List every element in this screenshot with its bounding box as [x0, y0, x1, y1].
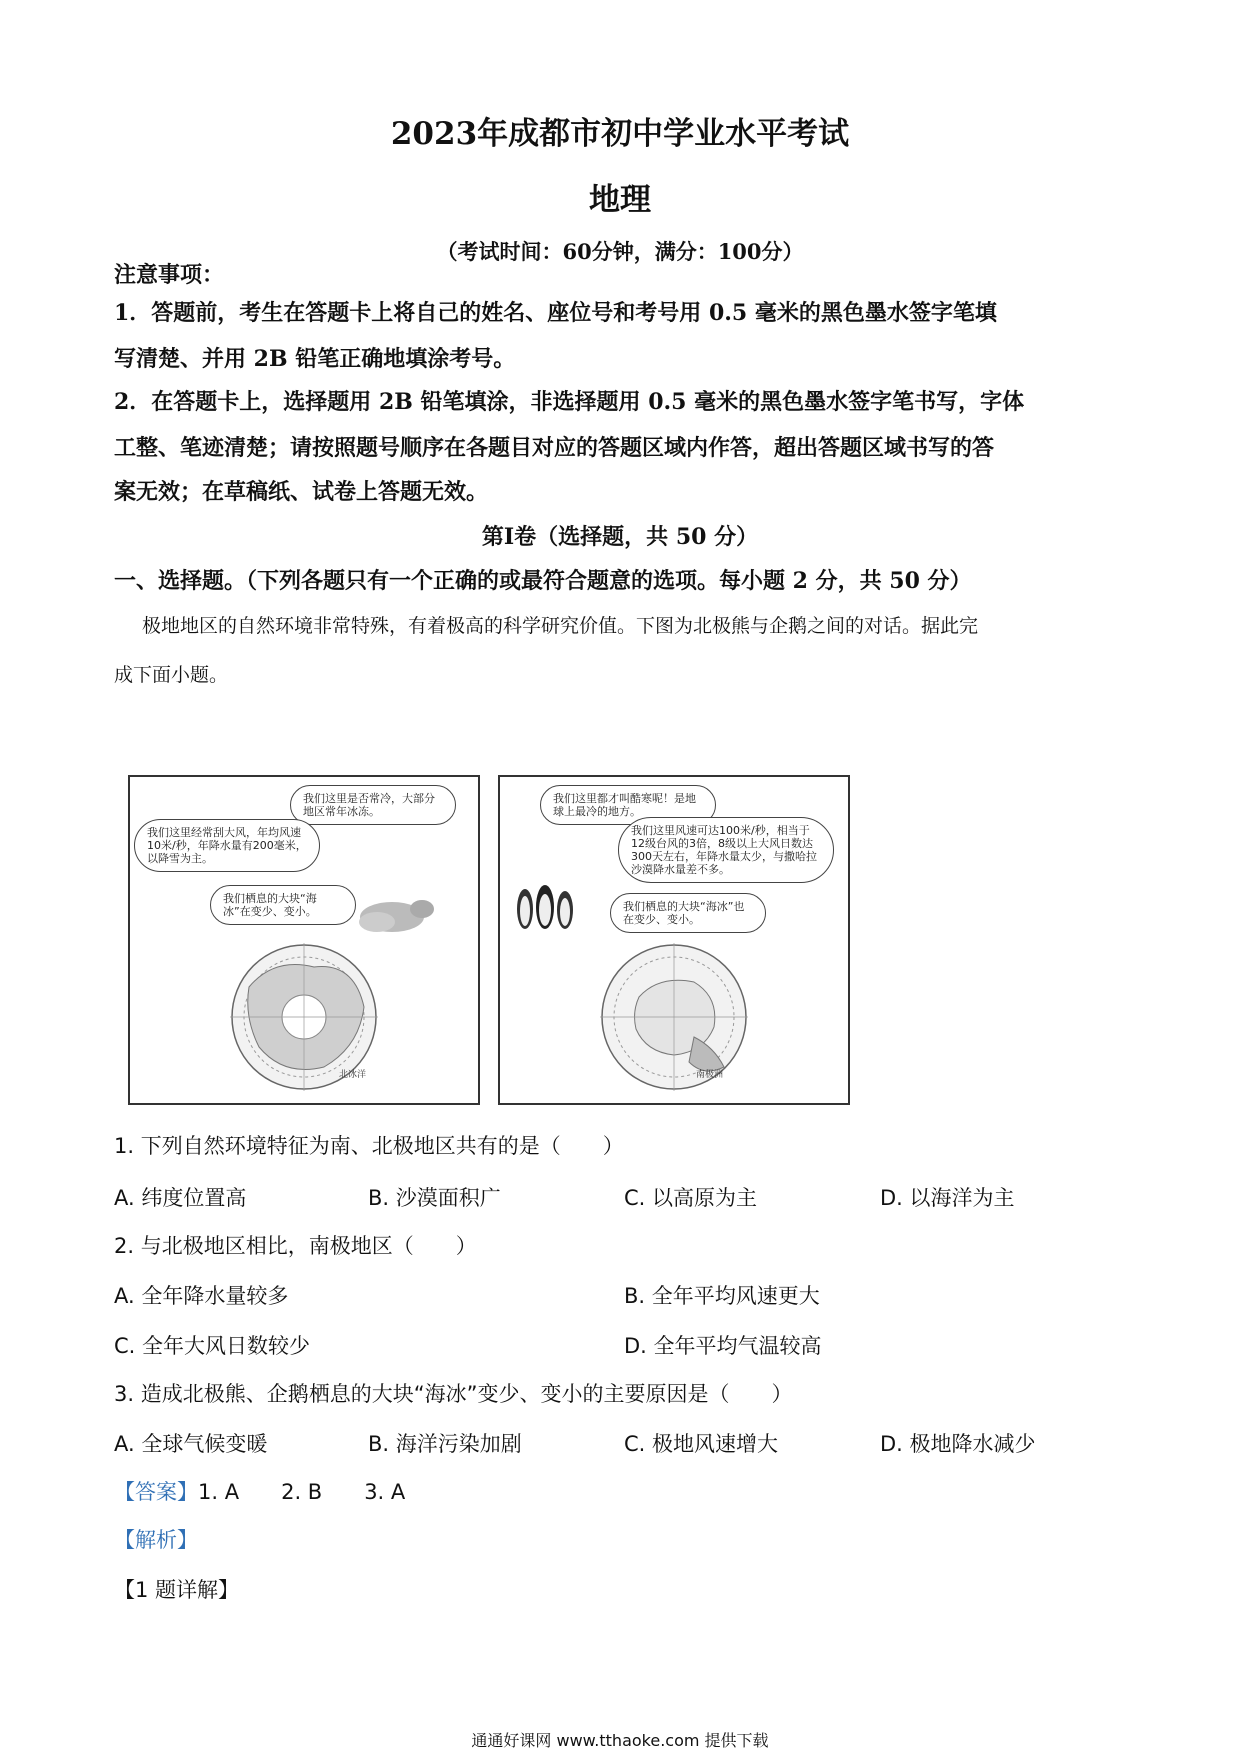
- question-2-option-b: B. 全年平均风速更大: [624, 1284, 820, 1308]
- notes-item1-line1: 1．答题前，考生在答题卡上将自己的姓名、座位号和考号用 0.5 毫米的黑色墨水签字笔填: [114, 300, 997, 326]
- question-2-option-d: D. 全年平均气温较高: [624, 1334, 822, 1358]
- question-2-option-c: C. 全年大风日数较少: [114, 1334, 311, 1358]
- detail-label: 【1 题详解】: [114, 1578, 240, 1602]
- question-1-option-c: C. 以高原为主: [624, 1186, 758, 1210]
- intro-line1: 极地地区的自然环境非常特殊，有着极高的科学研究价值。下图为北极熊与企鹅之间的对话。据此完: [142, 615, 979, 637]
- answer-values: 1. A 2. B 3. A: [198, 1480, 406, 1504]
- question-3-stem: 3. 造成北极熊、企鹅栖息的大块“海冰”变少、变小的主要原因是（ ）: [114, 1382, 793, 1406]
- footer-text: 通通好课网 www.tthaoke.com 提供下载: [471, 1731, 769, 1750]
- antarctic-bubble-2: 我们这里风速可达100米/秒，相当于12级台风的3倍，8级以上大风日数达300天左右，年降水量太少，与撒哈拉沙漠降水量差不多。: [618, 817, 834, 883]
- subject-title: 地理: [589, 182, 651, 218]
- question-3-option-a: A. 全球气候变暖: [114, 1432, 268, 1456]
- arctic-bubble-2: 我们这里经常刮大风，年均风速10米/秒，年降水量有200毫米，以降雪为主。: [134, 819, 320, 872]
- antarctic-map-icon: [584, 937, 764, 1101]
- intro-line2: 成下面小题。: [114, 664, 229, 686]
- answer-label: 【答案】: [114, 1480, 198, 1504]
- polar-bear-icon: [352, 887, 442, 937]
- question-1-option-d: D. 以海洋为主: [880, 1186, 1015, 1210]
- question-2-option-a: A. 全年降水量较多: [114, 1284, 289, 1308]
- arctic-map-label: 北冰洋: [339, 1070, 367, 1080]
- exam-title: 2023年成都市初中学业水平考试: [390, 116, 850, 152]
- notes-item1-line2: 写清楚、并用 2B 铅笔正确地填涂考号。: [114, 346, 516, 372]
- notes-item2-line2: 工整、笔迹清楚；请按照题号顺序在各题目对应的答题区域内作答，超出答题区域书写的答: [114, 435, 995, 461]
- antarctic-map-label: 南极洲: [696, 1070, 724, 1080]
- notes-heading: 注意事项：: [114, 262, 225, 288]
- question-3-option-c: C. 极地风速增大: [624, 1432, 779, 1456]
- question-1-option-a: A. 纬度位置高: [114, 1186, 247, 1210]
- question-3-option-d: D. 极地降水减少: [880, 1432, 1036, 1456]
- question-2-stem: 2. 与北极地区相比，南极地区（ ）: [114, 1234, 477, 1258]
- notes-item2-line3: 案无效；在草稿纸、试卷上答题无效。: [114, 479, 489, 505]
- part-title: 一、选择题。（下列各题只有一个正确的或最符合题意的选项。每小题 2 分，共 50 分）: [114, 568, 972, 594]
- arctic-bubble-3: 我们栖息的大块“海冰”在变少、变小。: [210, 885, 356, 925]
- notes-item2-line1: 2．在答题卡上，选择题用 2B 铅笔填涂，非选择题用 0.5 毫米的黑色墨水签字笔书写，字体: [114, 389, 1025, 415]
- arctic-map-icon: [214, 937, 394, 1101]
- exam-info: （考试时间：60分钟，满分：100分）: [436, 239, 804, 264]
- arctic-bubble-1: 我们这里是否常冷，大部分地区常年冰冻。: [290, 785, 456, 825]
- analysis-label: 【解析】: [114, 1528, 198, 1552]
- penguin-icon: [510, 877, 580, 937]
- answer-line: [114, 1476, 405, 1506]
- antarctic-bubble-1: 我们这里都才叫酷寒呢！是地球上最冷的地方。: [540, 785, 716, 825]
- arctic-panel: [128, 775, 480, 1105]
- question-1-stem: 1. 下列自然环境特征为南、北极地区共有的是（ ）: [114, 1134, 624, 1158]
- antarctic-panel: [498, 775, 850, 1105]
- question-1-option-b: B. 沙漠面积广: [368, 1186, 501, 1210]
- question-3-option-b: B. 海洋污染加剧: [368, 1432, 522, 1456]
- volume-title: 第Ⅰ卷（选择题，共 50 分）: [481, 524, 759, 550]
- antarctic-bubble-3: 我们栖息的大块“海冰”也在变少、变小。: [610, 893, 766, 933]
